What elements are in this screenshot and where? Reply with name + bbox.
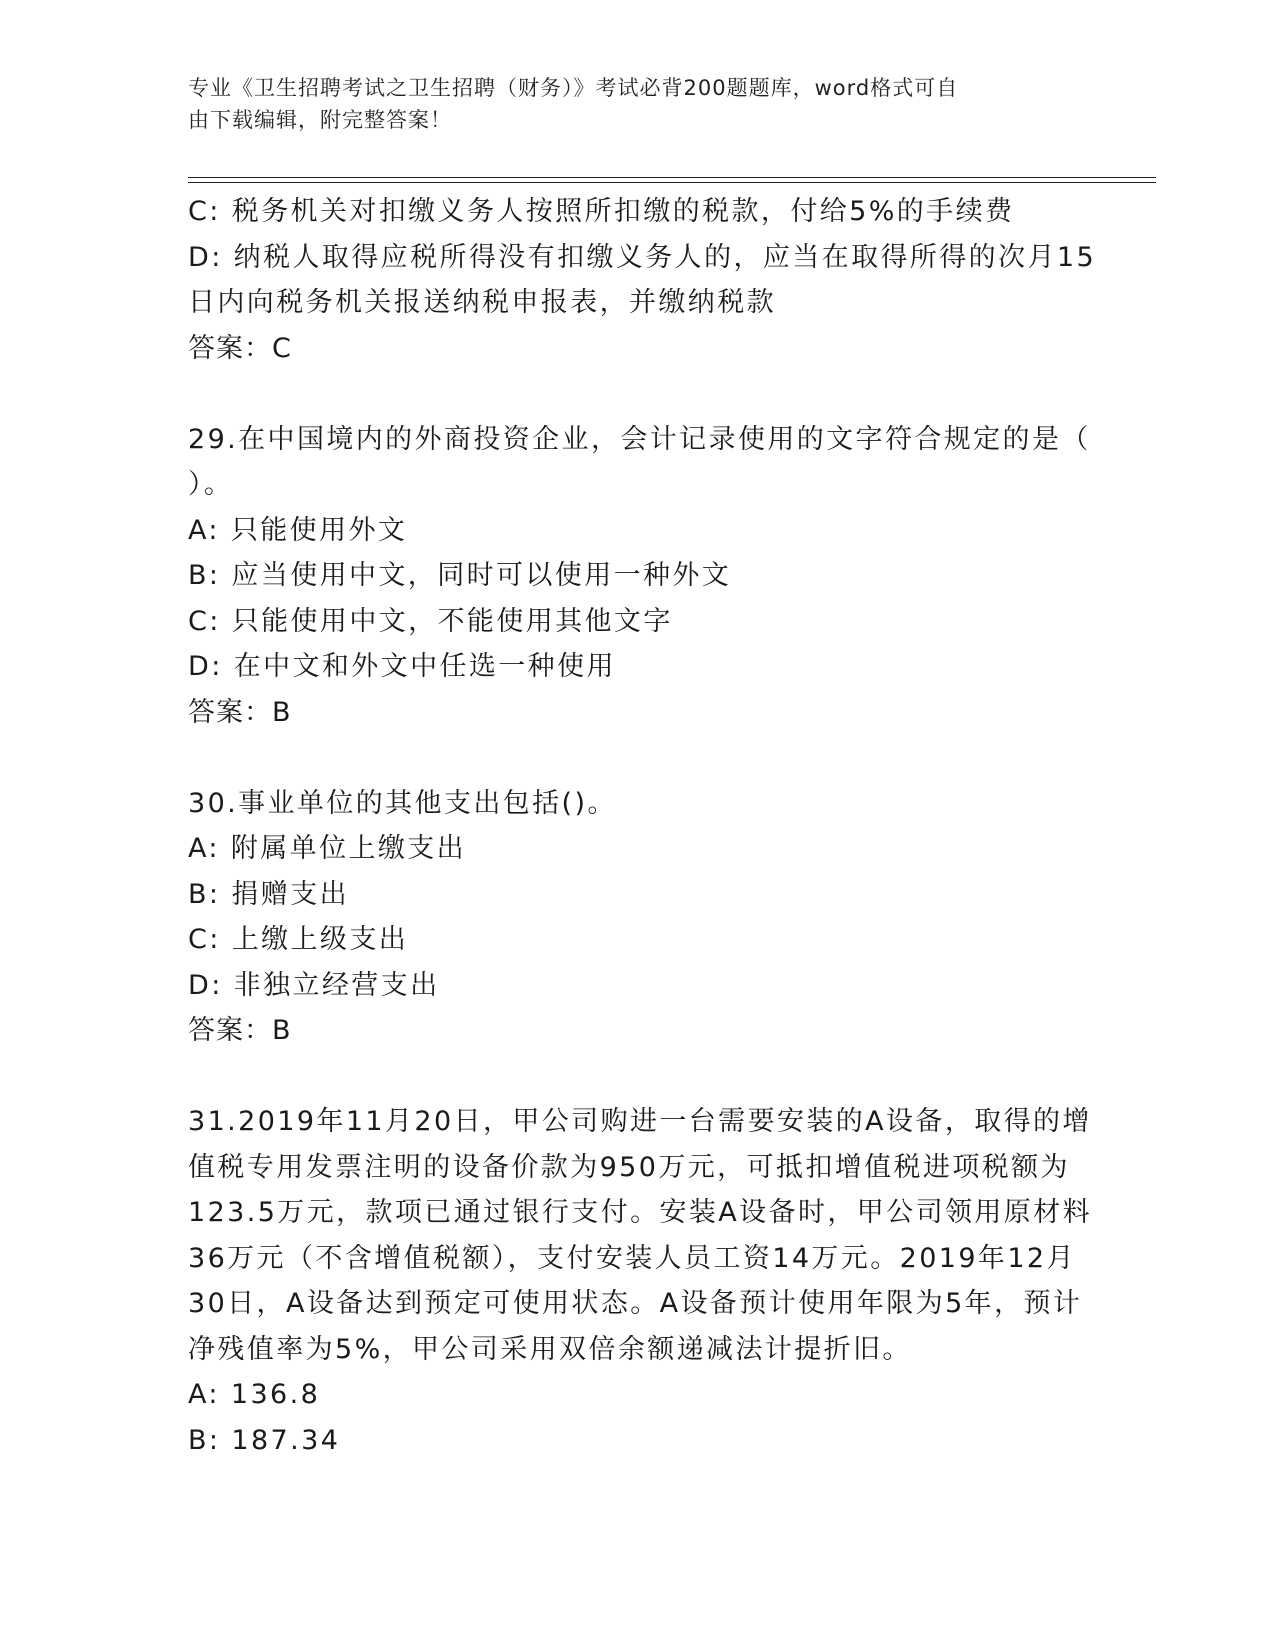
q29-option-d: D: 在中文和外文中任选一种使用 — [188, 651, 616, 682]
q30-stem: 30.事业单位的其他支出包括()。 — [188, 787, 617, 819]
document-header — [188, 72, 1068, 136]
q29-option-a: A: 只能使用外文 — [188, 514, 408, 546]
q31-stem-line-2: 值税专用发票注明的设备价款为950万元，可抵扣增值税进项税额为 — [188, 1151, 1070, 1183]
q31-stem-line-6: 净残值率为5%，甲公司采用双倍余额递减法计提折旧。 — [188, 1333, 912, 1365]
q31-stem-line-4: 36万元（不含增值税额），支付安装人员工资14万元。2019年12月 — [188, 1242, 1076, 1274]
q30-option-a: A: 附属单位上缴支出 — [188, 833, 467, 864]
q29-answer: 答案：B — [188, 696, 292, 728]
q28-option-d-line-1: D: 纳税人取得应税所得没有扣缴义务人的，应当在取得所得的次月15 — [188, 241, 1097, 273]
q29-stem-line-2: ）。 — [188, 469, 234, 500]
q29-stem-line-1: 29.在中国境内的外商投资企业，会计记录使用的文字符合规定的是（ — [188, 423, 1091, 455]
q28-option-c: C: 税务机关对扣缴义务人按照所扣缴的税款，付给5%的手续费 — [188, 196, 1015, 227]
q29-option-b: B: 应当使用中文，同时可以使用一种外文 — [188, 560, 732, 591]
q31-option-a: A: 136.8 — [188, 1379, 321, 1410]
spacer — [188, 371, 1088, 417]
q31-stem-line-1: 31.2019年11月20日，甲公司购进一台需要安装的A设备，取得的增 — [188, 1106, 1092, 1137]
header-line-2: 由下载编辑，附完整答案！ — [188, 108, 452, 132]
q30-answer: 答案：B — [188, 1015, 292, 1046]
question-content — [188, 189, 1097, 1463]
q31-stem-line-3: 123.5万元，款项已通过银行支付。安装A设备时，甲公司领用原材料 — [188, 1197, 1092, 1228]
q30-option-b: B: 捐赠支出 — [188, 878, 350, 910]
q28-answer: 答案：C — [188, 332, 292, 364]
q30-option-c: C: 上缴上级支出 — [188, 924, 409, 955]
q28-option-d-line-2: 日内向税务机关报送纳税申报表，并缴纳税款 — [188, 287, 776, 318]
spacer — [188, 1054, 1088, 1100]
spacer — [188, 735, 1088, 781]
q31-option-b: B: 187.34 — [188, 1424, 341, 1456]
header-divider-top — [188, 177, 1156, 178]
header-divider-bottom — [188, 182, 1156, 183]
q30-option-d: D: 非独立经营支出 — [188, 969, 440, 1001]
q29-option-c: C: 只能使用中文，不能使用其他文字 — [188, 605, 673, 637]
q31-stem-line-5: 30日，A设备达到预定可使用状态。A设备预计使用年限为5年，预计 — [188, 1288, 1083, 1319]
header-line-1: 专业《卫生招聘考试之卫生招聘（财务）》考试必背200题题库，word格式可自 — [188, 76, 959, 100]
